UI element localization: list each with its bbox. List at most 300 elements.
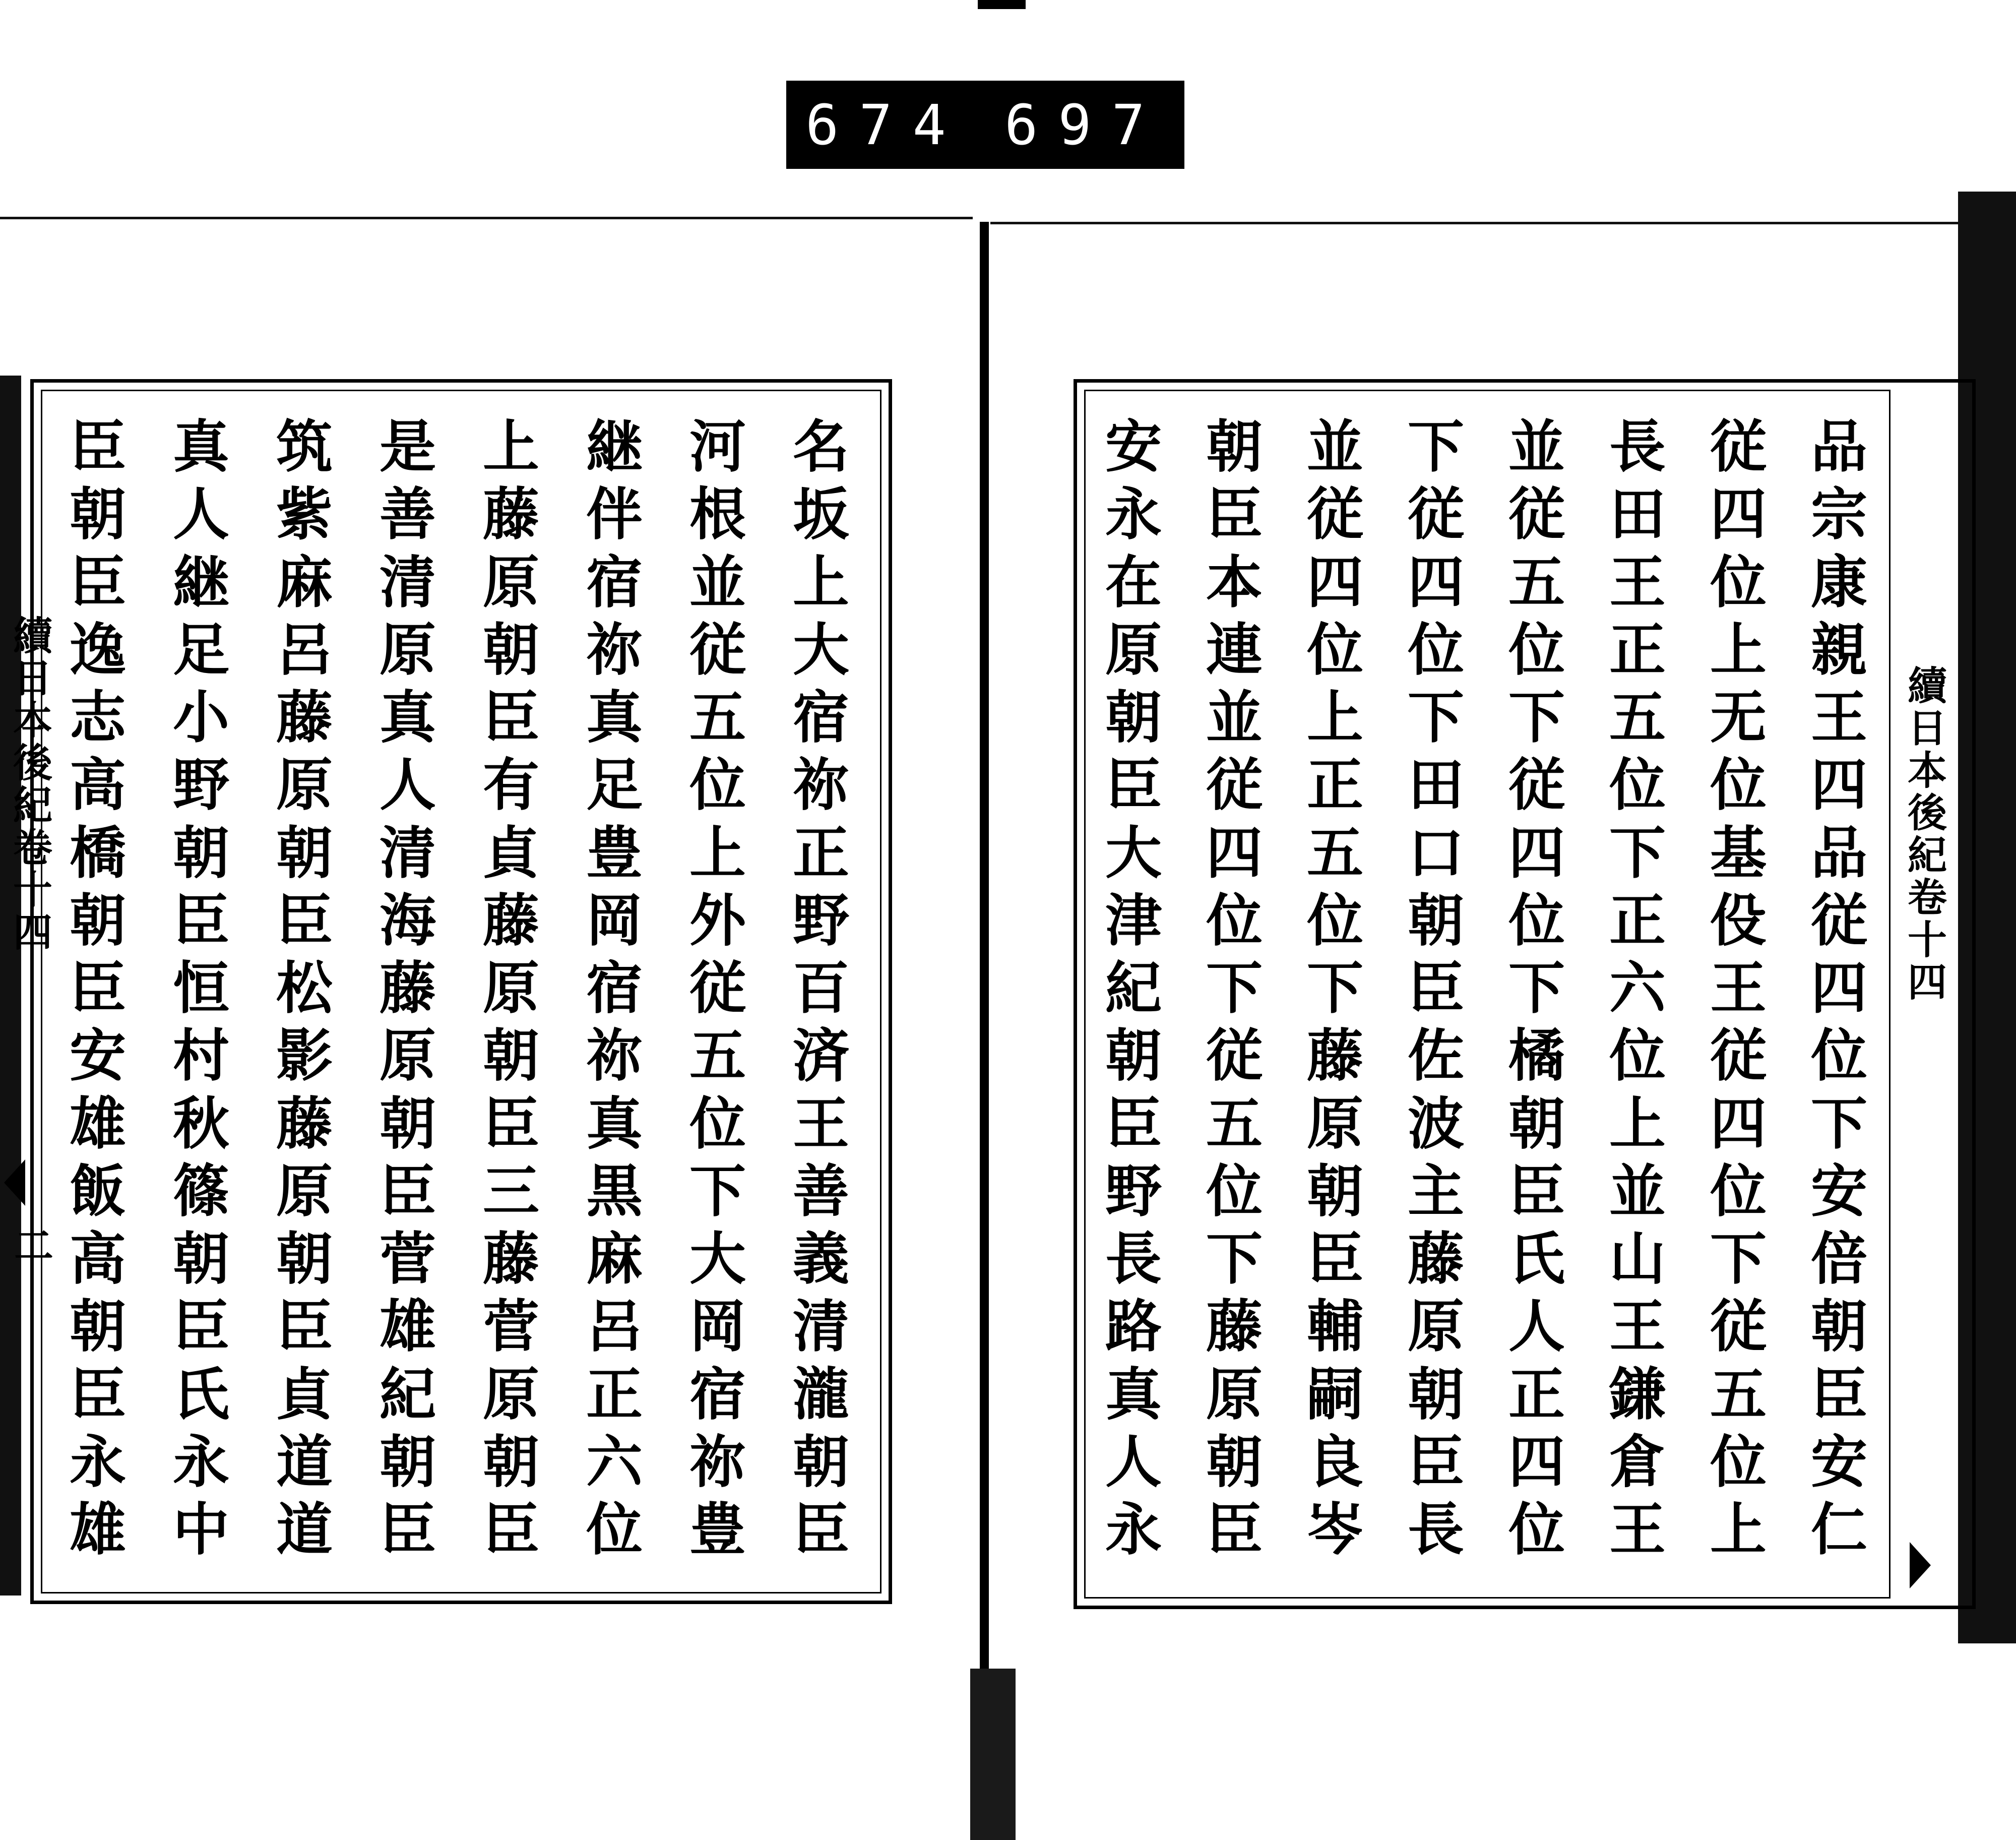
glyph: 岡 [586,887,643,954]
glyph: 王 [1609,1497,1666,1563]
glyph: 臣 [1206,481,1263,548]
glyph: 臣 [1105,752,1162,819]
left-column-7 [163,414,239,1563]
glyph: 人 [173,481,229,548]
left-gutter-diamond [4,1159,25,1206]
glyph: 四 [1811,955,1867,1021]
glyph: 津 [1105,887,1162,954]
glyph: 王 [1609,549,1666,616]
glyph: 臣 [70,549,126,616]
glyph: 原 [380,1023,436,1089]
glyph: 菅 [483,1294,539,1360]
glyph: 逸 [70,617,126,683]
glyph: 是 [380,414,436,480]
glyph: 継 [173,549,229,616]
glyph: 朝 [70,1294,126,1360]
glyph: 下 [1508,955,1565,1021]
glyph: 真 [1105,1361,1162,1428]
glyph: 上 [1710,1497,1767,1563]
glyph: 伴 [586,481,643,548]
glyph: 並 [1508,414,1565,480]
glyph: 四 [1508,1429,1565,1495]
glyph: 紀 [380,1361,436,1428]
glyph: 人 [380,752,436,819]
glyph: 伇 [1710,887,1767,954]
glyph: 原 [1105,617,1162,683]
right-column-7 [1196,414,1272,1563]
glyph: 田 [1408,752,1464,819]
glyph: 五 [1710,1361,1767,1428]
left-page-frame [30,379,892,1604]
glyph: 臣 [173,887,229,954]
glyph: 下 [689,1158,746,1224]
glyph: 氏 [1508,1226,1565,1292]
glyph: 臣 [380,1158,436,1224]
glyph: 継 [586,414,643,480]
glyph: 臣 [70,414,126,480]
glyph: 五 [1206,1090,1263,1157]
glyph: 藤 [483,1226,539,1292]
glyph: 口 [1408,820,1464,886]
glyph: 朝 [793,1429,849,1495]
glyph: 下 [1206,955,1263,1021]
glyph: 外 [689,887,746,954]
glyph: 海 [380,887,436,954]
glyph: 朝 [1508,1090,1565,1157]
glyph: 恒 [173,955,229,1021]
glyph: 飯 [70,1158,126,1224]
left-marginal-title: 續日本後紀卷十四 [7,615,52,954]
glyph: 安 [1105,414,1162,480]
right-column-5 [1398,414,1474,1563]
glyph: 大 [793,617,849,683]
glyph: 雄 [380,1294,436,1360]
glyph: 臣 [380,1497,436,1563]
glyph: 宿 [793,685,849,751]
glyph: 従 [1710,414,1767,480]
glyph: 四 [1307,549,1363,616]
glyph: 義 [793,1226,849,1292]
glyph: 四 [1508,820,1565,886]
glyph: 位 [1206,887,1263,954]
glyph: 呂 [586,1294,643,1360]
glyph: 根 [689,481,746,548]
glyph: 宗 [1811,481,1867,548]
glyph: 橋 [70,820,126,886]
right-page-top-edge [990,222,1958,224]
left-page-top-edge [0,217,973,219]
glyph: 並 [1307,414,1363,480]
glyph: 四 [1408,549,1464,616]
glyph: 臣 [70,1361,126,1428]
glyph: 真 [586,1090,643,1157]
glyph: 宿 [586,549,643,616]
glyph: 朝 [1206,414,1263,480]
glyph: 従 [1206,752,1263,819]
glyph: 上 [793,549,849,616]
glyph: 雄 [70,1090,126,1157]
glyph: 長 [1408,1497,1464,1563]
glyph: 五 [1609,685,1666,751]
left-column-8 [60,414,136,1563]
glyph: 上 [1307,685,1363,751]
glyph: 朝 [276,1226,333,1292]
glyph: 品 [1811,820,1867,886]
glyph: 位 [1206,1158,1263,1224]
glyph: 有 [483,752,539,819]
glyph: 小 [173,685,229,751]
glyph: 臣 [1408,1429,1464,1495]
glyph: 藤 [1206,1294,1263,1360]
glyph: 四 [1710,481,1767,548]
glyph: 原 [1307,1090,1363,1157]
glyph: 中 [173,1497,229,1563]
glyph: 従 [1710,1294,1767,1360]
glyph: 朝 [173,820,229,886]
glyph: 下 [1206,1226,1263,1292]
glyph: 路 [1105,1294,1162,1360]
glyph: 永 [1105,481,1162,548]
glyph: 臣 [1508,1158,1565,1224]
left-page-inner-frame [41,390,881,1593]
binding-mark [978,0,1026,9]
glyph: 臣 [1811,1361,1867,1428]
glyph: 雄 [70,1497,126,1563]
glyph: 下 [1307,955,1363,1021]
glyph: 藤 [276,1090,333,1157]
glyph: 在 [1105,549,1162,616]
glyph: 長 [1609,414,1666,480]
glyph: 永 [173,1429,229,1495]
glyph: 野 [1105,1158,1162,1224]
glyph: 安 [1811,1158,1867,1224]
glyph: 位 [1508,887,1565,954]
glyph: 正 [1307,752,1363,819]
glyph: 下 [1508,685,1565,751]
glyph: 岡 [689,1294,746,1360]
glyph: 原 [380,617,436,683]
glyph: 河 [689,414,746,480]
glyph: 康 [1811,549,1867,616]
glyph: 位 [1307,887,1363,954]
glyph: 瀧 [793,1361,849,1428]
glyph: 貞 [483,820,539,886]
glyph: 朝 [483,1023,539,1089]
glyph: 位 [1710,549,1767,616]
glyph: 足 [586,752,643,819]
glyph: 豊 [586,820,643,886]
glyph: 筑 [276,414,333,480]
glyph: 従 [689,617,746,683]
glyph: 王 [1609,1294,1666,1360]
glyph: 正 [1609,617,1666,683]
glyph: 野 [793,887,849,954]
left-marginal-strip [0,595,53,1311]
glyph: 真 [380,685,436,751]
glyph: 安 [1811,1429,1867,1495]
glyph: 朝 [1105,685,1162,751]
glyph: 位 [1710,1158,1767,1224]
glyph: 清 [380,549,436,616]
glyph: 五 [1508,549,1565,616]
left-column-1 [783,414,859,1563]
glyph: 朝 [1408,1361,1464,1428]
glyph: 朝 [483,617,539,683]
glyph: 大 [1105,820,1162,886]
glyph: 藤 [1408,1226,1464,1292]
glyph: 親 [1811,617,1867,683]
glyph: 位 [689,1090,746,1157]
glyph: 朝 [380,1429,436,1495]
glyph: 臣 [276,887,333,954]
glyph: 岑 [1307,1497,1363,1563]
left-marginal-page-number: 二 [8,1225,53,1267]
glyph: 貞 [276,1361,333,1428]
glyph: 藤 [380,955,436,1021]
glyph: 正 [793,820,849,886]
glyph: 臣 [1206,1497,1263,1563]
glyph: 上 [1609,1090,1666,1157]
glyph: 四 [1206,820,1263,886]
glyph: 朝 [1408,887,1464,954]
glyph: 原 [1206,1361,1263,1428]
frame-number-label [786,81,1184,169]
center-fold [980,222,989,1694]
glyph: 橘 [1508,1023,1565,1089]
glyph: 朝 [276,820,333,886]
glyph: 松 [276,955,333,1021]
glyph: 主 [1408,1158,1464,1224]
left-column-2 [680,414,755,1563]
glyph: 道 [276,1429,333,1495]
glyph: 下 [1609,820,1666,886]
glyph: 位 [1710,752,1767,819]
glyph: 藤 [276,685,333,751]
glyph: 紫 [276,481,333,548]
glyph: 名 [793,414,849,480]
glyph: 下 [1408,685,1464,751]
glyph: 紀 [1105,955,1162,1021]
glyph: 位 [1408,617,1464,683]
glyph: 宿 [689,1361,746,1428]
glyph: 原 [276,752,333,819]
left-column-3 [577,414,652,1563]
glyph: 連 [1206,617,1263,683]
right-page-inner-frame [1084,390,1891,1599]
glyph: 祢 [586,1023,643,1089]
glyph: 善 [380,481,436,548]
right-column-1 [1801,414,1877,1563]
glyph: 位 [1508,1497,1565,1563]
glyph: 臣 [70,955,126,1021]
glyph: 麻 [276,549,333,616]
right-gutter-diamond [1910,1542,1931,1588]
glyph: 村 [173,1023,229,1089]
glyph: 臣 [1408,955,1464,1021]
glyph: 上 [1710,617,1767,683]
glyph: 百 [793,955,849,1021]
glyph: 足 [173,617,229,683]
glyph: 下 [1408,414,1464,480]
glyph: 大 [689,1226,746,1292]
glyph: 朝 [1105,1023,1162,1089]
glyph: 原 [1408,1294,1464,1360]
glyph: 位 [1609,752,1666,819]
glyph: 下 [1710,1226,1767,1292]
glyph: 仁 [1811,1497,1867,1563]
glyph: 善 [793,1158,849,1224]
glyph: 山 [1609,1226,1666,1292]
glyph: 真 [586,685,643,751]
glyph: 位 [689,752,746,819]
glyph: 朝 [70,481,126,548]
glyph: 野 [173,752,229,819]
glyph: 済 [793,1023,849,1089]
glyph: 藤 [483,887,539,954]
glyph: 麻 [586,1226,643,1292]
frame-number-left: 674 [805,92,966,157]
right-column-4 [1499,414,1574,1563]
glyph: 原 [483,1361,539,1428]
left-column-6 [267,414,342,1563]
glyph: 人 [1105,1429,1162,1495]
glyph: 五 [689,685,746,751]
glyph: 正 [586,1361,643,1428]
left-column-5 [370,414,446,1563]
glyph: 位 [1710,1429,1767,1495]
glyph: 朝 [1206,1429,1263,1495]
glyph: 臣 [1307,1226,1363,1292]
glyph: 朝 [1811,1294,1867,1360]
glyph: 坂 [793,481,849,548]
glyph: 原 [483,955,539,1021]
glyph: 朝 [70,887,126,954]
center-fold-bottom-shadow [970,1669,1016,1840]
glyph: 王 [1710,955,1767,1021]
right-column-3 [1600,414,1675,1563]
glyph: 嗣 [1307,1361,1363,1428]
glyph: 王 [793,1090,849,1157]
glyph: 並 [689,549,746,616]
glyph: 三 [483,1158,539,1224]
glyph: 呂 [276,617,333,683]
glyph: 位 [586,1497,643,1563]
glyph: 五 [1307,820,1363,886]
glyph: 品 [1811,414,1867,480]
glyph: 正 [1609,887,1666,954]
glyph: 朝 [173,1226,229,1292]
glyph: 王 [1811,685,1867,751]
glyph: 四 [1710,1090,1767,1157]
glyph: 豊 [689,1497,746,1563]
glyph: 菅 [380,1226,436,1292]
glyph: 臣 [173,1294,229,1360]
glyph: 六 [586,1429,643,1495]
glyph: 永 [1105,1497,1162,1563]
glyph: 従 [1508,752,1565,819]
glyph: 従 [1811,887,1867,954]
glyph: 臣 [793,1497,849,1563]
glyph: 藤 [1307,1023,1363,1089]
glyph: 原 [483,549,539,616]
glyph: 正 [1508,1361,1565,1428]
glyph: 黒 [586,1158,643,1224]
glyph: 篠 [173,1158,229,1224]
glyph: 本 [1206,549,1263,616]
glyph: 従 [1408,481,1464,548]
glyph: 真 [173,414,229,480]
glyph: 朝 [1307,1158,1363,1224]
glyph: 秋 [173,1090,229,1157]
glyph: 並 [1206,685,1263,751]
right-marginal-strip [1895,645,1947,1401]
glyph: 基 [1710,820,1767,886]
right-column-2 [1700,414,1776,1563]
glyph: 高 [70,1226,126,1292]
glyph: 輔 [1307,1294,1363,1360]
glyph: 宿 [586,955,643,1021]
glyph: 志 [70,685,126,751]
glyph: 氏 [173,1361,229,1428]
glyph: 六 [1609,955,1666,1021]
glyph: 清 [793,1294,849,1360]
glyph: 並 [1609,1158,1666,1224]
frame-number-right: 697 [1004,92,1165,157]
glyph: 影 [276,1023,333,1089]
right-marginal-title: 續日本後紀卷十四 [1901,665,1947,1004]
glyph: 従 [1508,481,1565,548]
glyph: 田 [1609,481,1666,548]
glyph: 臣 [483,1090,539,1157]
left-text-area [52,414,869,1563]
right-column-8 [1096,414,1171,1563]
glyph: 道 [276,1497,333,1563]
right-column-6 [1297,414,1373,1563]
glyph: 良 [1307,1429,1363,1495]
glyph: 位 [1811,1023,1867,1089]
glyph: 朝 [380,1090,436,1157]
glyph: 長 [1105,1226,1162,1292]
glyph: 五 [689,1023,746,1089]
glyph: 従 [689,955,746,1021]
glyph: 臣 [483,1497,539,1563]
glyph: 従 [1206,1023,1263,1089]
glyph: 臣 [483,685,539,751]
glyph: 下 [1811,1090,1867,1157]
glyph: 祢 [586,617,643,683]
glyph: 藤 [483,481,539,548]
glyph: 原 [276,1158,333,1224]
glyph: 永 [70,1429,126,1495]
glyph: 倍 [1811,1226,1867,1292]
glyph: 位 [1307,617,1363,683]
right-text-area [1096,414,1882,1563]
glyph: 朝 [483,1429,539,1495]
glyph: 安 [70,1023,126,1089]
glyph: 従 [1307,481,1363,548]
glyph: 人 [1508,1294,1565,1360]
glyph: 祢 [689,1429,746,1495]
left-column-4 [473,414,549,1563]
glyph: 臣 [1105,1090,1162,1157]
glyph: 位 [1508,617,1565,683]
glyph: 四 [1811,752,1867,819]
glyph: 上 [689,820,746,886]
glyph: 高 [70,752,126,819]
glyph: 鎌 [1609,1361,1666,1428]
right-page-frame [1074,379,1976,1609]
glyph: 波 [1408,1090,1464,1157]
